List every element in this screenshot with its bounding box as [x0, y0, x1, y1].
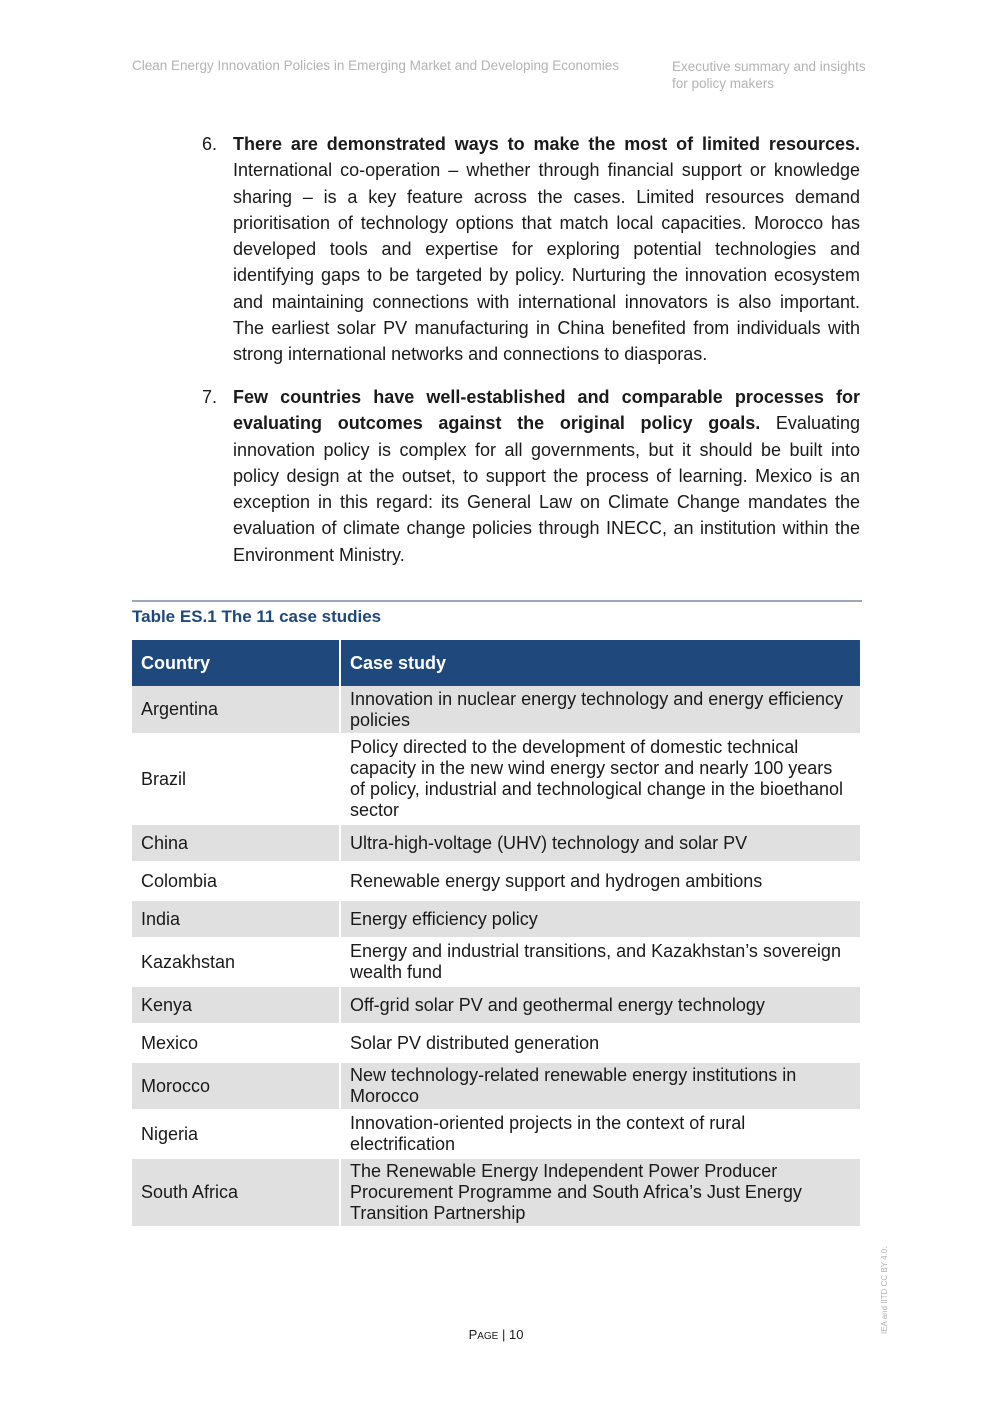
case-cell: New technology-related renewable energy institutions in Morocco: [340, 1062, 860, 1110]
case-cell: Energy and industrial transitions, and Kazakhstan’s sovereign wealth fund: [340, 938, 860, 986]
country-cell: Morocco: [132, 1062, 340, 1110]
case-cell: Innovation-oriented projects in the context of rural electrification: [340, 1110, 860, 1158]
table-row: [132, 824, 860, 862]
country-cell: Kazakhstan: [132, 938, 340, 986]
table-row: [132, 1110, 860, 1158]
case-cell: Innovation in nuclear energy technology and energy efficiency policies: [340, 686, 860, 734]
country-cell: India: [132, 900, 340, 938]
country-cell: Brazil: [132, 734, 340, 824]
running-header-section-line2: for policy makers: [672, 76, 775, 91]
case-cell: The Renewable Energy Independent Power Producer Procurement Programme and South Africa’s Just Energy Transition Partnership: [340, 1158, 860, 1227]
table-row: [132, 1158, 860, 1227]
case-cell: Off-grid solar PV and geothermal energy technology: [340, 986, 860, 1024]
table-row: [132, 900, 860, 938]
case-cell: Policy directed to the development of domestic technical capacity in the new wind energy sector and nearly 100 years of policy, industrial and technological change in the bioethanol sector: [340, 734, 860, 824]
table-row: [132, 986, 860, 1024]
table-row: [132, 862, 860, 900]
page-number: 10: [508, 1327, 524, 1342]
page-label-rest: AGE: [477, 1331, 499, 1342]
table-row: [132, 686, 860, 734]
table-row: [132, 938, 860, 986]
country-cell: Nigeria: [132, 1110, 340, 1158]
country-cell: South Africa: [132, 1158, 340, 1227]
page-label-initial: P: [468, 1327, 478, 1342]
table-caption: Table ES.1 The 11 case studies: [132, 607, 382, 626]
point-7-heading: Few countries have well-established and comparable processes for evaluating outcomes against the original policy goals.: [233, 387, 860, 434]
point-6-heading: There are demonstrated ways to make the most of limited resources.: [233, 134, 860, 154]
case-cell: Ultra-high-voltage (UHV) technology and solar PV: [340, 824, 860, 862]
point-7-paragraph: [233, 384, 860, 568]
case-studies-table: [132, 640, 860, 1228]
running-header-section-line1: Executive summary and insights: [672, 59, 866, 74]
country-cell: Colombia: [132, 862, 340, 900]
page-separator: |: [498, 1327, 509, 1342]
header-country: Country: [132, 640, 340, 686]
country-cell: China: [132, 824, 340, 862]
table-row: [132, 1024, 860, 1062]
header-case-study: Case study: [340, 640, 860, 686]
license-note: IEA and IITD CC BY 4.0.: [880, 1246, 889, 1334]
running-header-title: Clean Energy Innovation Policies in Emerging Market and Developing Economies: [132, 58, 620, 73]
table-top-rule: [132, 600, 862, 602]
case-cell: Solar PV distributed generation: [340, 1024, 860, 1062]
point-6-number: 6.: [202, 134, 218, 154]
table-row: [132, 734, 860, 824]
running-header-section: [672, 58, 882, 92]
page-footer: [0, 1327, 992, 1342]
point-7-number: 7.: [202, 387, 218, 407]
point-7-body: Evaluating innovation policy is complex for all governments, but it should be built into policy design at the outset, to support the process of learning. Mexico is an exception in this regard: its General Law on Climate Change mandates the evaluation of climate change policies through INECC, an institution within the Environment Ministry.: [233, 413, 860, 565]
country-cell: Kenya: [132, 986, 340, 1024]
case-cell: Renewable energy support and hydrogen ambitions: [340, 862, 860, 900]
point-6-body: International co-operation – whether through financial support or knowledge sharing – is a key feature across the cases. Limited resources demand prioritisation of technology options that match local capacities. Morocco has developed tools and expertise for exploring potential technologies and identifying gaps to be targeted by policy. Nurturing the innovation ecosystem and maintaining connections with international innovators is also important. The earliest solar PV manufacturing in China benefited from individuals with strong international networks and connections to diasporas.: [233, 160, 860, 365]
country-cell: Argentina: [132, 686, 340, 734]
country-cell: Mexico: [132, 1024, 340, 1062]
point-6-paragraph: [233, 131, 860, 368]
table-header-row: [132, 640, 860, 686]
case-cell: Energy efficiency policy: [340, 900, 860, 938]
table-row: [132, 1062, 860, 1110]
